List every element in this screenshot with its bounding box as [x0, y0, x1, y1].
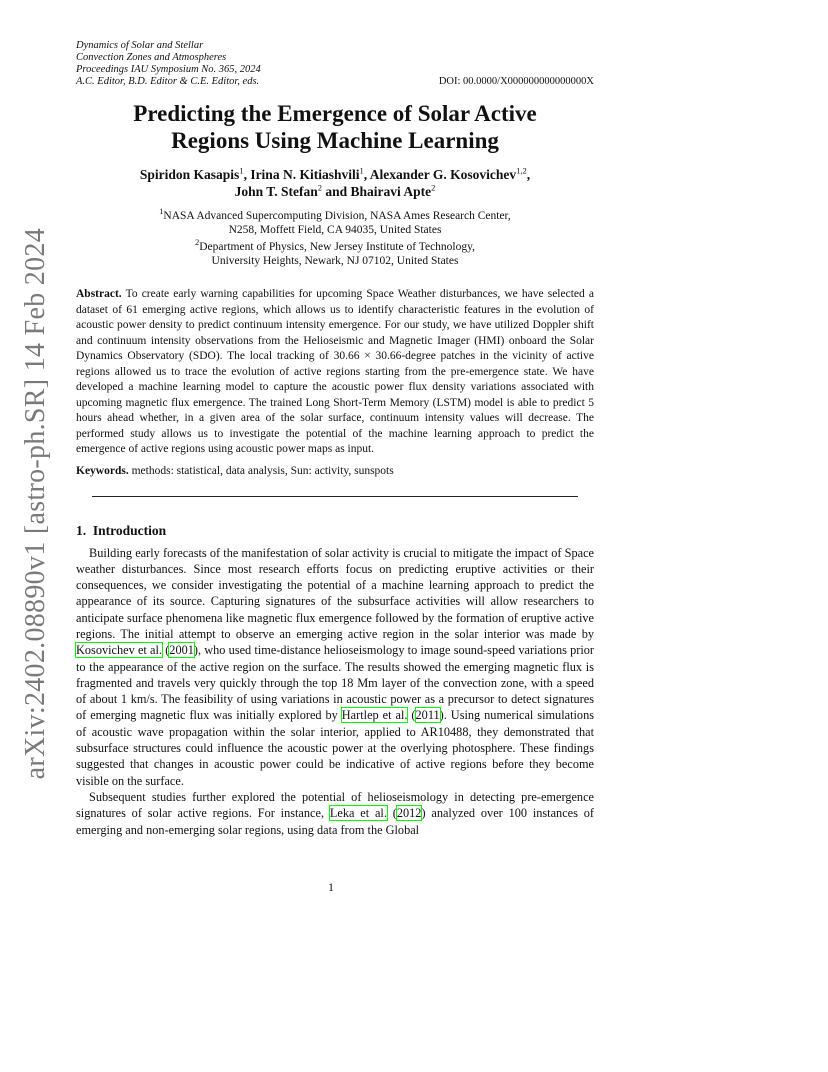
- arxiv-identifier-sidebar: [14, 228, 58, 780]
- section-heading: [76, 523, 594, 539]
- journal-line-4: A.C. Editor, B.D. Editor & C.E. Editor, eds.: [76, 76, 260, 87]
- citation-link-leka[interactable]: Leka et al.: [329, 806, 387, 821]
- author-list: [76, 166, 594, 200]
- abstract-text: To create early warning capabilities for upcoming Space Weather disturbances, we have selected a dataset of 61 emerging active regions, which allows us to identify characteristic features in the evolution of acoustic power density to predict continuum intensity emergence. For our study, we have utilized Doppler shift and continuum intensity observations from the Helioseismic and Magnetic Imager (HMI) onboard the Solar Dynamics Observatory (SDO). The local tracking of 30.66 × 30.66-degree patches in the vicinity of active regions allowed us to trace the evolution of active regions starting from the pre-emergence state. We have developed a machine learning model to capture the acoustic power flux density variations associated with upcoming magnetic flux emergence. The trained Long Short-Term Memory (LSTM) model is able to predict 5 hours ahead whether, in a given area of the solar surface, continuum intensity values will decrease. The performed study allows us to investigate the potential of the machine learning approach to predict the emergence of active regions using acoustic power maps as input.: [76, 288, 594, 455]
- author-name: Bhairavi Apte: [350, 184, 432, 199]
- journal-line-1: Dynamics of Solar and Stellar: [76, 40, 204, 51]
- author-name: John T. Stefan: [234, 184, 318, 199]
- affil-line: NASA Advanced Supercomputing Division, NASA Ames Research Center,: [163, 210, 511, 222]
- doi: DOI: 00.0000/X000000000000000X: [438, 76, 594, 87]
- journal-line-2: Convection Zones and Atmospheres: [76, 52, 227, 63]
- author-affil-mark: 1: [239, 165, 244, 176]
- affil-mark: 1: [159, 206, 164, 217]
- citation-year-link[interactable]: 2001: [169, 643, 194, 658]
- author-name: Alexander G. Kosovichev: [369, 167, 517, 182]
- arxiv-id-text: arXiv:2402.08890v1 [astro-ph.SR] 14 Feb 2024: [20, 228, 51, 780]
- paragraph-text: analyzed over 100 instances of emerging and non-emerging solar regions, using data from the Global: [76, 806, 594, 837]
- citation-link-kosovichev[interactable]: Kosovichev et al.: [76, 643, 162, 658]
- affil-mark: 2: [194, 237, 200, 248]
- author-line-2: [76, 183, 594, 200]
- paragraph-text: , who used time-distance helioseismology to image sound-speed variations prior to the appearance of the active region on the surface. The results showed the emerging magnetic flux is fragmented and travels very quickly through the top 18 Mm layer of the convection zone, with a speed of about 1 km/s. The feasibility of using variations in acoustic power as a precursor to detect signatures of emerging magnetic flux was initially explored by: [76, 643, 594, 723]
- proceedings-header: [76, 40, 594, 94]
- author-name: Irina N. Kitiashvili: [250, 167, 360, 182]
- author-conjunction: and: [325, 184, 348, 199]
- citation-year-link[interactable]: 2012: [396, 806, 422, 821]
- journal-line-3: Proceedings IAU Symposium No. 365, 2024: [76, 64, 261, 75]
- keywords: [76, 464, 594, 479]
- paragraph: Subsequent studies further explored the potential of helioseismology in detecting pre-emergence signatures of solar active regions. For instance, Leka et al. (2012) analyzed over 100 instances of emerging and non-emerging solar regions, using data from the Global: [76, 789, 594, 837]
- section-body: [76, 545, 594, 838]
- author-name: Spiridon Kasapis: [139, 167, 240, 182]
- author-affil-mark: 1,2: [516, 165, 527, 176]
- paper-title: [76, 100, 594, 154]
- author-affil-mark: 1: [359, 165, 364, 176]
- affiliation-2: [76, 237, 594, 268]
- section-number: 1.: [76, 522, 87, 538]
- affiliations: [76, 206, 594, 268]
- affil-line: University Heights, Newark, NJ 07102, United States: [211, 255, 459, 267]
- paper-page: [76, 40, 594, 838]
- affil-line: N258, Moffett Field, CA 94035, United States: [228, 224, 442, 236]
- author-affil-mark: 2: [317, 182, 322, 193]
- citation-link-hartlep[interactable]: Hartlep et al.: [341, 708, 408, 723]
- title-line-1: Predicting the Emergence of Solar Active: [133, 101, 537, 126]
- abstract-divider: [92, 496, 578, 497]
- section-title: Introduction: [92, 522, 167, 538]
- paragraph-text: . Using numerical simulations of acoustic wave propagation within the solar interior, applied to AR10488, they demonstrated that subsurface structures could influence the acoustic power at the overlying photosphere. These findings suggested that changes in acoustic power could be indicative of active regions before they become visible on the surface.: [76, 708, 594, 788]
- author-affil-mark: 2: [431, 182, 436, 193]
- author-line-1: Spiridon Kasapis$^1$, Irina N. Kitiashvili$^1$, Alexander G. Kosovichev$^{1,2}$,: [139, 165, 531, 182]
- title-line-2: Regions Using Machine Learning: [171, 128, 499, 153]
- paragraph-text: Building early forecasts of the manifestation of solar activity is crucial to mitigate the impact of Space weather disturbances. Since most research efforts focus on predicting eruptive activities or their consequences, we consider investigating the potential of a machine learning approach to predict the appearance of its source. Capturing signatures of the subsurface activities will allow researchers to anticipate surface phenomena like magnetic flux emergence followed by the formation of eruptive active regions. The initial attempt to observe an emerging active region in the solar interior was made by: [76, 545, 594, 641]
- paragraph-text: Subsequent studies further explored the potential of helioseismology in detecting pre-emergence signatures of solar active regions. For instance,: [76, 789, 594, 821]
- page-number: 1: [328, 880, 334, 894]
- affil-line: Department of Physics, New Jersey Institute of Technology,: [199, 241, 476, 253]
- abstract: [76, 287, 594, 458]
- abstract-label: Abstract.: [76, 288, 122, 300]
- keywords-label: Keywords.: [76, 464, 129, 477]
- citation-year-link[interactable]: 2011: [415, 708, 440, 723]
- affiliation-1: [76, 206, 594, 237]
- keywords-text: methods: statistical, data analysis, Sun: activity, sunspots: [131, 464, 394, 477]
- paragraph: Building early forecasts of the manifestation of solar activity is crucial to mitigate the impact of Space weather disturbances. Since most research efforts focus on predicting eruptive activities or their consequences, we consider investigating the potential of a machine learning approach to predict the appearance of its source. Capturing signatures of the subsurface activities will allow researchers to anticipate surface phenomena like magnetic flux emergence followed by the formation of eruptive active regions. The initial attempt to observe an emerging active region in the solar interior was made by Kosovichev et al. (2001), who used time-distance helioseismology to image sound-speed variations prior to the appearance of the active region on the surface. The results showed the emerging magnetic flux is fragmented and travels very quickly through the top 18 Mm layer of the convection zone, with a speed of about 1 km/s. The feasibility of using variations in acoustic power as a precursor to detect signatures of emerging magnetic flux was initially explored by Hartlep et al. (2011). Using numerical simulations of acoustic wave propagation within the solar interior, applied to AR10488, they demonstrated that subsurface structures could influence the acoustic power at the overlying photosphere. These findings suggested that changes in acoustic power could be indicative of active regions before they become visible on the surface.: [76, 545, 594, 788]
